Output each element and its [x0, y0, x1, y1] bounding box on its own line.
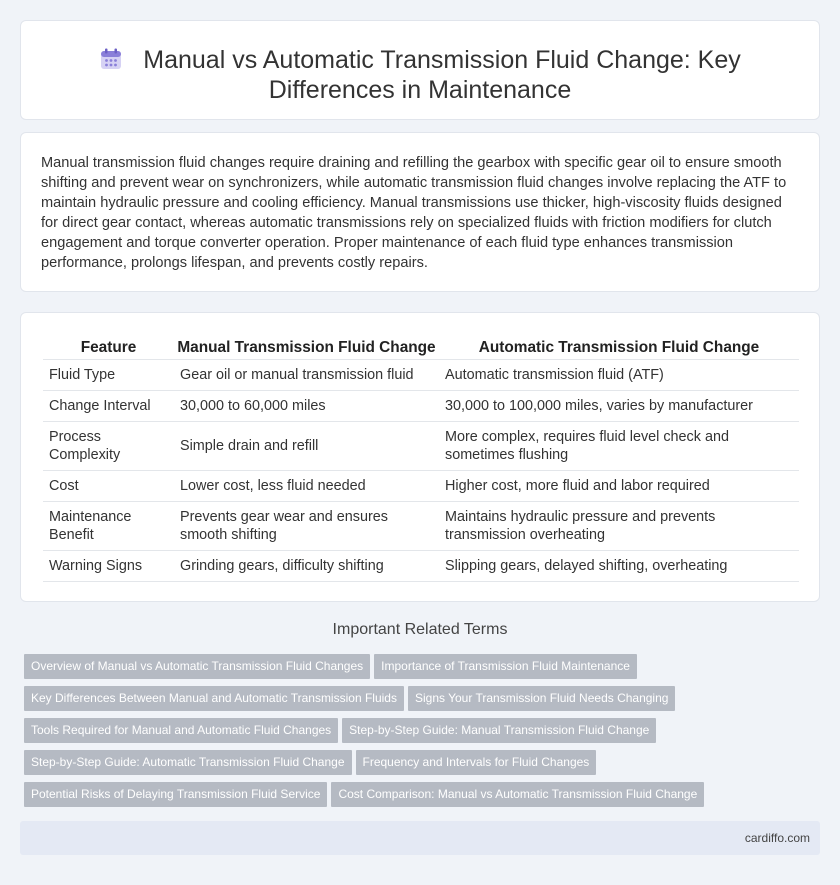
- related-terms-list: [24, 654, 824, 814]
- table-row: [43, 550, 799, 581]
- related-term-tag[interactable]: Key Differences Between Manual and Automatic Transmission Fluids: [24, 686, 404, 711]
- cell-manual: Grinding gears, difficulty shifting: [174, 550, 439, 581]
- intro-card: [20, 132, 820, 292]
- header-feature: Feature: [43, 335, 174, 359]
- cell-automatic: 30,000 to 100,000 miles, varies by manufacturer: [439, 390, 799, 421]
- related-term-tag[interactable]: Potential Risks of Delaying Transmission Fluid Service: [24, 782, 327, 807]
- related-term-tag[interactable]: Overview of Manual vs Automatic Transmission Fluid Changes: [24, 654, 370, 679]
- cell-automatic: Maintains hydraulic pressure and prevents transmission overheating: [439, 501, 799, 550]
- calendar-icon: [99, 47, 123, 71]
- related-term-tag[interactable]: Cost Comparison: Manual vs Automatic Transmission Fluid Change: [331, 782, 704, 807]
- cell-manual: Lower cost, less fluid needed: [174, 470, 439, 501]
- header-manual: Manual Transmission Fluid Change: [174, 335, 439, 359]
- comparison-card: [20, 312, 820, 602]
- table-row: [43, 421, 799, 470]
- cell-automatic: More complex, requires fluid level check and sometimes flushing: [439, 421, 799, 470]
- intro-paragraph: Manual transmission fluid changes require draining and refilling the gearbox with specific gear oil to ensure smooth shifting and prevent wear on synchronizers, while automatic transmission fluid changes involve replacing the ATF to maintain hydraulic pressure and cooling efficiency. Manual transmissions use thicker, high-viscosity fluids designed for direct gear contact, whereas automatic transmissions rely on specialized fluids with friction modifiers for clutch engagement and torque converter operation. Proper maintenance of each fluid type enhances transmission performance, prolongs lifespan, and prevents costly repairs.: [41, 155, 787, 271]
- cell-feature: Change Interval: [43, 390, 174, 421]
- cell-feature: Warning Signs: [43, 550, 174, 581]
- footer-site-link[interactable]: cardiffo.com: [744, 831, 810, 845]
- table-row: [43, 470, 799, 501]
- related-term-tag[interactable]: Step-by-Step Guide: Manual Transmission Fluid Change: [342, 718, 656, 743]
- related-term-tag[interactable]: Importance of Transmission Fluid Maintenance: [374, 654, 637, 679]
- cell-manual: Prevents gear wear and ensures smooth shifting: [174, 501, 439, 550]
- related-terms-heading: Important Related Terms: [332, 621, 508, 638]
- cell-manual: 30,000 to 60,000 miles: [174, 390, 439, 421]
- cell-feature: Fluid Type: [43, 359, 174, 390]
- cell-manual: Simple drain and refill: [174, 421, 439, 470]
- page-title: Manual vs Automatic Transmission Fluid Change: Key Differences in Maintenance: [143, 46, 741, 104]
- cell-manual: Gear oil or manual transmission fluid: [174, 359, 439, 390]
- related-term-tag[interactable]: Tools Required for Manual and Automatic Fluid Changes: [24, 718, 338, 743]
- cell-automatic: Slipping gears, delayed shifting, overheating: [439, 550, 799, 581]
- table-row: [43, 359, 799, 390]
- related-term-tag[interactable]: Signs Your Transmission Fluid Needs Changing: [408, 686, 675, 711]
- cell-feature: Cost: [43, 470, 174, 501]
- footer: [20, 821, 820, 855]
- comparison-table: [43, 335, 799, 582]
- related-term-tag[interactable]: Step-by-Step Guide: Automatic Transmission Fluid Change: [24, 750, 352, 775]
- title-card: [20, 20, 820, 120]
- related-term-tag[interactable]: Frequency and Intervals for Fluid Changes: [356, 750, 597, 775]
- cell-automatic: Automatic transmission fluid (ATF): [439, 359, 799, 390]
- table-header-row: [43, 335, 799, 359]
- header-automatic: Automatic Transmission Fluid Change: [439, 335, 799, 359]
- table-row: [43, 390, 799, 421]
- cell-feature: Maintenance Benefit: [43, 501, 174, 550]
- table-row: [43, 501, 799, 550]
- cell-automatic: Higher cost, more fluid and labor required: [439, 470, 799, 501]
- cell-feature: Process Complexity: [43, 421, 174, 470]
